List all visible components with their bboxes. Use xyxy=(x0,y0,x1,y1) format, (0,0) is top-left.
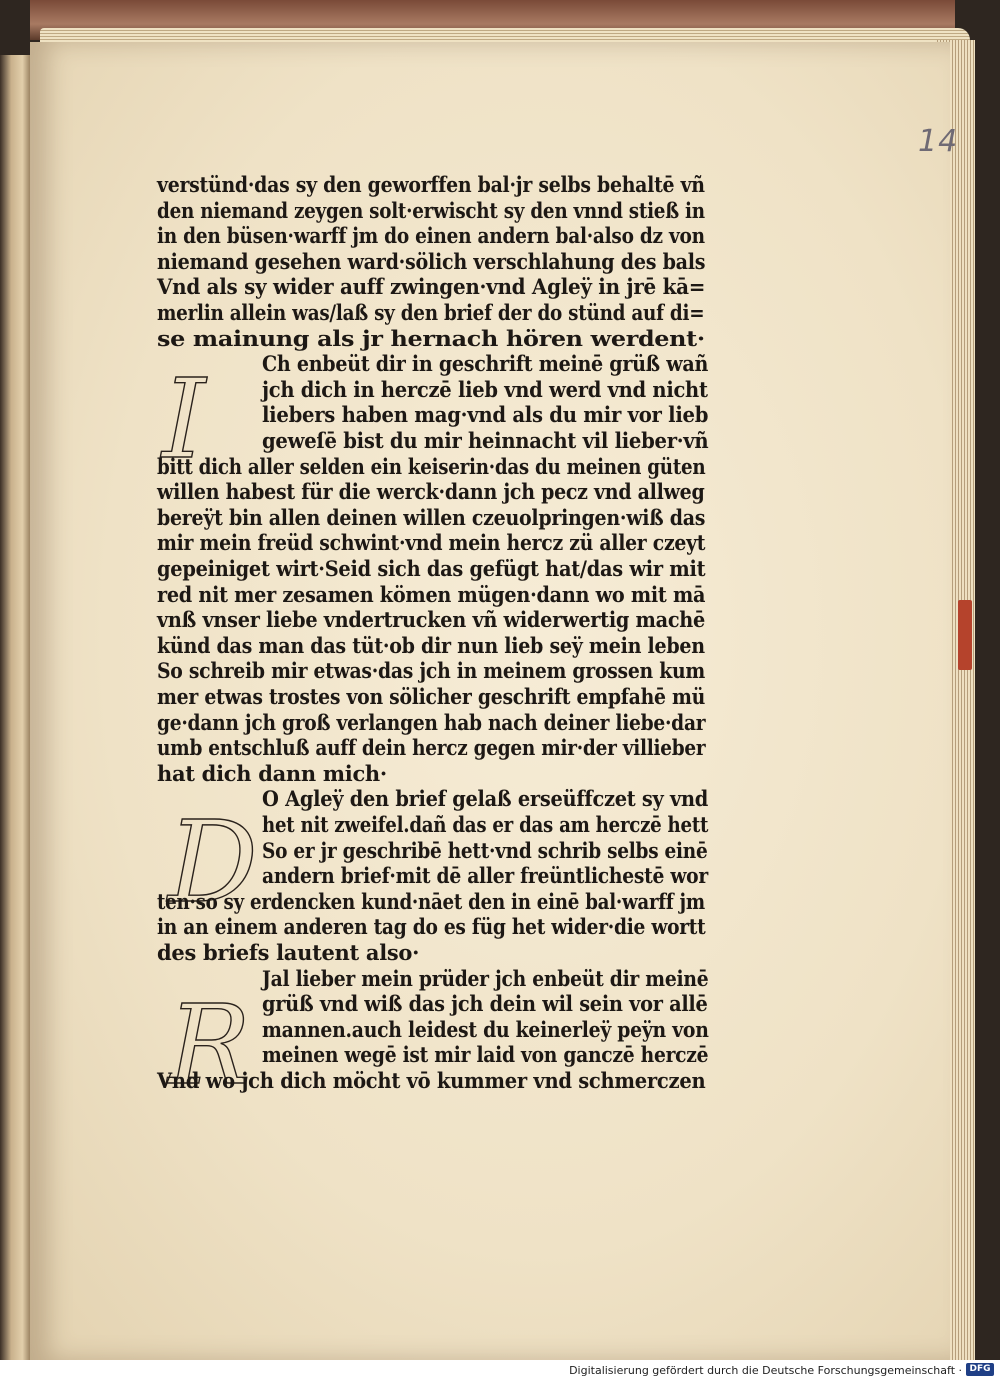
text-line: jch dich in herczē lieb vnd werd vnd nicht xyxy=(262,376,708,402)
text-line: Jal lieber mein prüder jch enbeüt dir meinē xyxy=(262,965,709,991)
folio-number: 14 xyxy=(918,124,959,159)
text-line: So er jr geschribē hett·vnd schrib selbs einē xyxy=(262,837,708,863)
text-line: willen habest für die werck·dann jch pecz vnd allweg xyxy=(157,479,705,505)
text-line: hat dich dann mich· xyxy=(157,760,387,786)
text-line: red nit mer zesamen kömen mügen·dann wo mit mā xyxy=(157,581,706,607)
facing-page-edge xyxy=(0,55,32,1360)
footer-credit: Digitalisierung gefördert durch die Deutsche Forschungsgemeinschaft · xyxy=(569,1364,962,1377)
text-line: het nit zweifel.dañ das er das am herczē hett xyxy=(262,812,709,837)
text-line: niemand gesehen ward·sölich verschlahung des bals xyxy=(157,248,706,274)
text-line: grüß vnd wiß das jch dein wil sein vor allē xyxy=(262,991,708,1017)
text-line: gepeiniget wirt·Seid sich das gefügt hat/das wir mit xyxy=(157,556,706,581)
text-line: O Agleÿ den brief gelaß erseüffczet sy vnd xyxy=(262,786,709,812)
text-line: bitt dich aller selden ein keiserin·das du meinen güten xyxy=(157,453,706,479)
text-line: bereÿt bin allen deinen willen czeuolpringen·wiß das xyxy=(157,504,706,530)
initial-letter-r: R xyxy=(168,981,251,1109)
bookmark-tab xyxy=(958,600,972,670)
text-line: ten·so sy erdencken kund·nāet den in einē bal·warff jm xyxy=(157,888,705,914)
text-line: verstünd·das sy den geworffen bal·jr selbs behaltē vñ xyxy=(157,172,705,197)
text-line: umb entschluß auff dein hercz gegen mir·der villieber xyxy=(157,735,706,761)
footer-bar xyxy=(0,1360,1000,1381)
text-line: meinen wegē ist mir laid von ganczē herczē xyxy=(262,1042,709,1068)
book-page xyxy=(30,42,959,1360)
text-line: Ch enbeüt dir in geschrift meinē grüß wañ xyxy=(262,351,709,377)
text-line: se mainung als jr hernach hören werdent· xyxy=(157,325,705,351)
text-line: ge·dann jch groß verlangen hab nach deiner liebe·dar xyxy=(157,709,706,735)
text-line: geweſē bist du mir heinnacht vil lieber·vñ xyxy=(262,428,709,453)
initial-letter-d: D xyxy=(168,798,258,928)
dfg-logo: DFG xyxy=(966,1363,994,1376)
text-line: liebers haben mag·vnd als du mir vor lieb xyxy=(262,402,709,428)
text-line: andern brief·mit dē aller freüntlichestē wor xyxy=(262,863,708,889)
text-line: mannen.auch leidest du keinerleÿ peÿn von xyxy=(262,1016,709,1042)
text-line: mir mein freüd schwint·vnd mein hercz zü aller czeyt xyxy=(157,530,706,556)
text-line: Vnd wo jch dich möcht vō kummer vnd schmerczen xyxy=(157,1068,706,1093)
text-line: in den büsen·warff jm do einen andern bal·also dz von xyxy=(157,223,705,249)
text-line: vnß vnser liebe vndertrucken vñ widerwertig machē xyxy=(157,607,706,633)
text-line: Vnd als sy wider auff zwingen·vnd Agleÿ in jrē kā= xyxy=(157,274,706,300)
text-line: mer etwas trostes von sölicher geschrift empfahē mü xyxy=(157,684,706,709)
text-line: So schreib mir etwas·das jch in meinem grossen kum xyxy=(157,658,705,684)
text-line: des briefs lautent also· xyxy=(157,940,420,965)
text-line: in an einem anderen tag do es füg het wider·die wortt xyxy=(157,914,706,940)
text-line: den niemand zeygen solt·erwischt sy den vnnd stieß in xyxy=(157,197,705,223)
initial-letter-i: I xyxy=(162,355,206,483)
text-line: merlin allein was/laß sy den brief der do stünd auf di= xyxy=(157,300,705,325)
text-line: künd das man das tüt·ob dir nun lieb seÿ mein leben xyxy=(157,632,705,658)
